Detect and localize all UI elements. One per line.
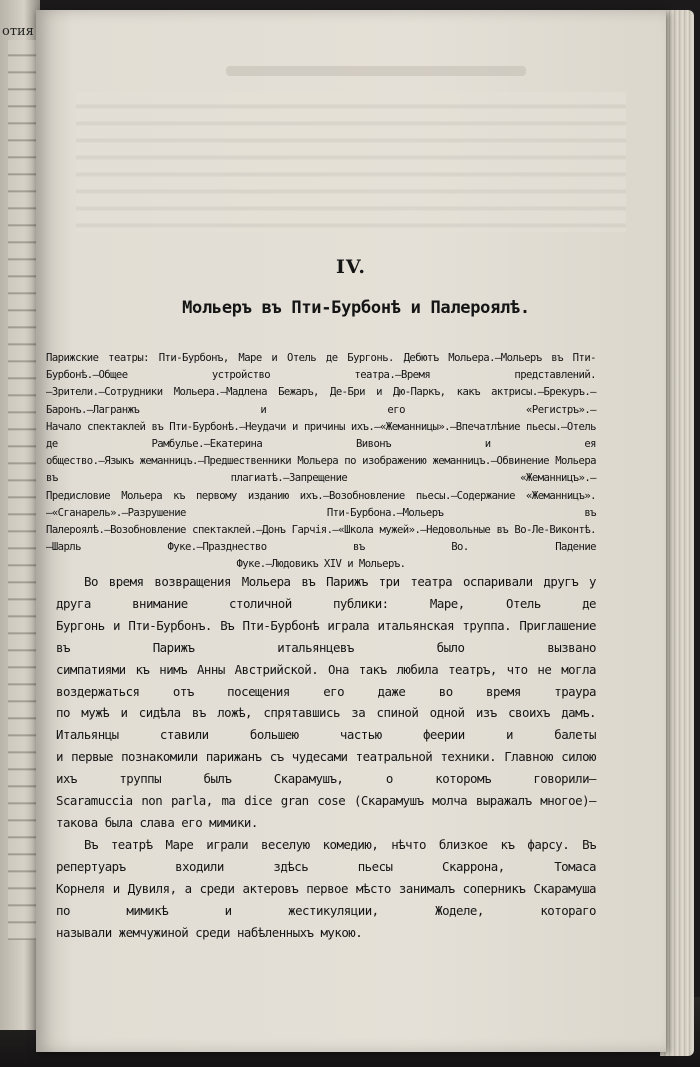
body-line: симпатиями къ нимъ Анны Австрийской. Она такъ любила театръ, что не могла воздержаться отъ посещения его даже во время траура: [56, 661, 596, 699]
bleed-through-lines: [76, 92, 626, 232]
body-line: Scaramuccia non parla, ma dice gran cose (Скарамушъ молча выражалъ многое)—такова была слава его мимики.: [56, 793, 596, 830]
body-line: называли жемчужиной среди набѣленныхъ мукою.: [56, 924, 363, 940]
summary-line: —Зрители.—Сотрудники Мольера.—Мадлена Бежаръ, Де-Бри и Дю-Паркъ, какъ актрисы.—Брекуръ.—Баронъ.—Лагранжъ и его «Регистръ».—: [46, 386, 596, 416]
body-text: [56, 571, 596, 943]
body-line: по мужѣ и сидѣла въ ложѣ, спрятавшись за спиной одной изъ своихъ дамъ. Итальянцы ставили большею частью феерии и балеты: [56, 705, 596, 743]
summary-line: Парижские театры: Пти-Бурбонъ, Маре и Отель де Бургонь. Дебютъ Мольера.—Мольеръ въ Пти-Бурбонѣ.—Общее устройство театра.—Время представлений.: [46, 352, 596, 382]
body-line: Во время возвращения Мольера въ Парижъ три театра оспаривали другъ у друга внимание столичной публики: Маре, Отель де: [56, 574, 596, 611]
summary-line: Фуке.—Людовикъ XIV и Мольеръ.: [236, 558, 406, 571]
bleed-through-text: [76, 66, 626, 236]
book-page: [36, 10, 666, 1052]
left-page-edge: [0, 0, 40, 1030]
body-line: и первые познакомили парижанъ съ чудесами театральной техники. Главною силою ихъ труппы былъ Скарамушъ, о которомъ говорили—: [56, 749, 596, 787]
summary-line: общество.—Языкъ жеманницъ.—Предшественники Мольера по изображению жеманницъ.—Обвинение Мольера въ плагиатѣ.—Запрещение «Жеманницъ».—: [46, 455, 596, 485]
left-page-text-lines: [8, 40, 38, 940]
summary-line: Предисловие Мольера къ первому изданию ихъ.—Возобновление пьесы.—Содержание «Жеманницъ».—«Сганарель».—Разрушение Пти-Бурбона.—Мольеръ въ: [46, 489, 596, 519]
body-line: Въ театрѣ Маре играли веселую комедию, нѣчто близкое къ фарсу. Въ репертуаръ входили здѣсь пьесы Скаррона, Томаса: [56, 836, 596, 874]
left-page-corner-text: отия: [2, 24, 34, 39]
chapter-summary: [46, 350, 596, 574]
chapter-title: Мольеръ въ Пти-Бурбонѣ и Палероялѣ.: [182, 298, 530, 318]
summary-line: Начало спектаклей въ Пти-Бурбонѣ.—Неудачи и причины ихъ.—«Жеманницы».—Впечатлѣние пьесы.—Отель де Рамбулье.—Екатерина Вивонъ и ея: [46, 420, 596, 451]
bleed-through-header: [226, 66, 526, 76]
summary-line: Палероялѣ.—Возобновление спектаклей.—Донъ Гарчія.—«Школа мужей».—Недовольные въ Во-Ле-Виконтѣ.—Шарль Фуке.—Празднество въ Во. Падение: [46, 524, 596, 554]
body-line: Бургонь и Пти-Бурбонъ. Въ Пти-Бурбонѣ играла итальянская труппа. Приглашение въ Парижъ итальянцевъ было вызвано: [56, 617, 596, 655]
chapter-number: IV.: [336, 256, 366, 278]
body-line: Корнеля и Дувиля, а среди актеровъ первое мѣсто занималъ соперникъ Скарамуша по мимикѣ и жестикуляции, Жоделе, котораго: [56, 880, 596, 918]
